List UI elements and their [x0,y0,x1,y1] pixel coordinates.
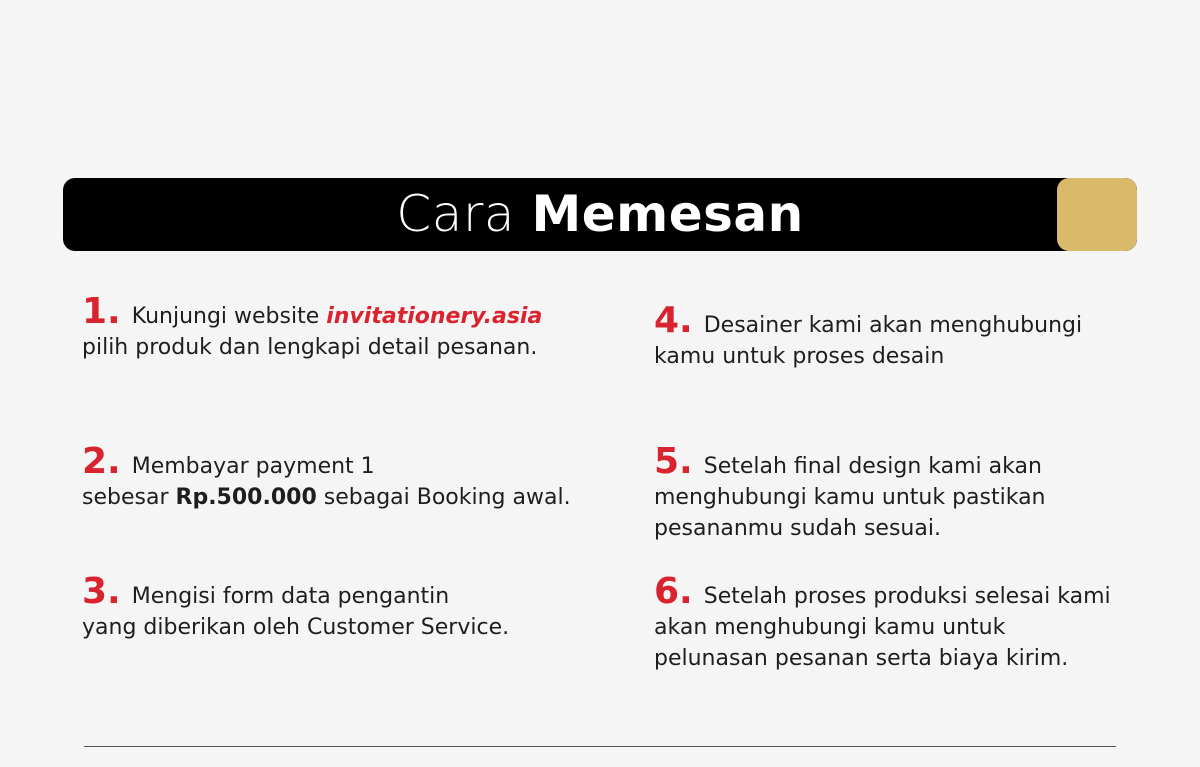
step-2-text-suffix: sebagai Booking awal. [323,485,571,510]
bottom-divider [84,746,1116,747]
step-2-number: 2. [82,441,121,482]
step-5-text-line1: Setelah final design kami akan [703,454,1042,479]
step-5 [654,441,1046,544]
step-1-number: 1. [82,291,121,332]
website-link[interactable]: invitationery.asia [326,304,543,329]
step-4-text-line1: Desainer kami akan menghubungi [703,313,1083,338]
header-banner [63,178,1137,251]
step-5-text-line2: menghubungi kamu untuk pastikan [654,485,1046,510]
page-title-light: Cara [396,185,516,243]
step-6 [654,571,1111,674]
step-1-text-line2: pilih produk dan lengkapi detail pesanan. [82,335,538,360]
step-5-number: 5. [654,441,693,482]
step-3 [82,571,510,643]
step-1-text-prefix: Kunjungi website [131,304,320,329]
page-title-bold: Memesan [531,185,804,243]
step-6-text-line3: pelunasan pesanan serta biaya kirim. [654,646,1069,671]
step-3-number: 3. [82,571,121,612]
step-6-text-line2: akan menghubungi kamu untuk [654,615,1006,640]
step-4 [654,300,1083,372]
step-6-text-line1: Setelah proses produksi selesai kami [703,584,1111,609]
step-3-text-line2: yang diberikan oleh Customer Service. [82,615,510,640]
step-4-number: 4. [654,300,693,341]
step-2-text-line1: Membayar payment 1 [131,454,375,479]
step-2 [82,441,571,513]
step-6-number: 6. [654,571,693,612]
step-5-text-line3: pesananmu sudah sesuai. [654,516,941,541]
step-1 [82,291,543,363]
step-2-text-prefix: sebesar [82,485,169,510]
step-3-text-line1: Mengisi form data pengantin [131,584,450,609]
booking-amount: Rp.500.000 [175,485,317,510]
page-title [63,178,1137,251]
step-4-text-line2: kamu untuk proses desain [654,344,945,369]
